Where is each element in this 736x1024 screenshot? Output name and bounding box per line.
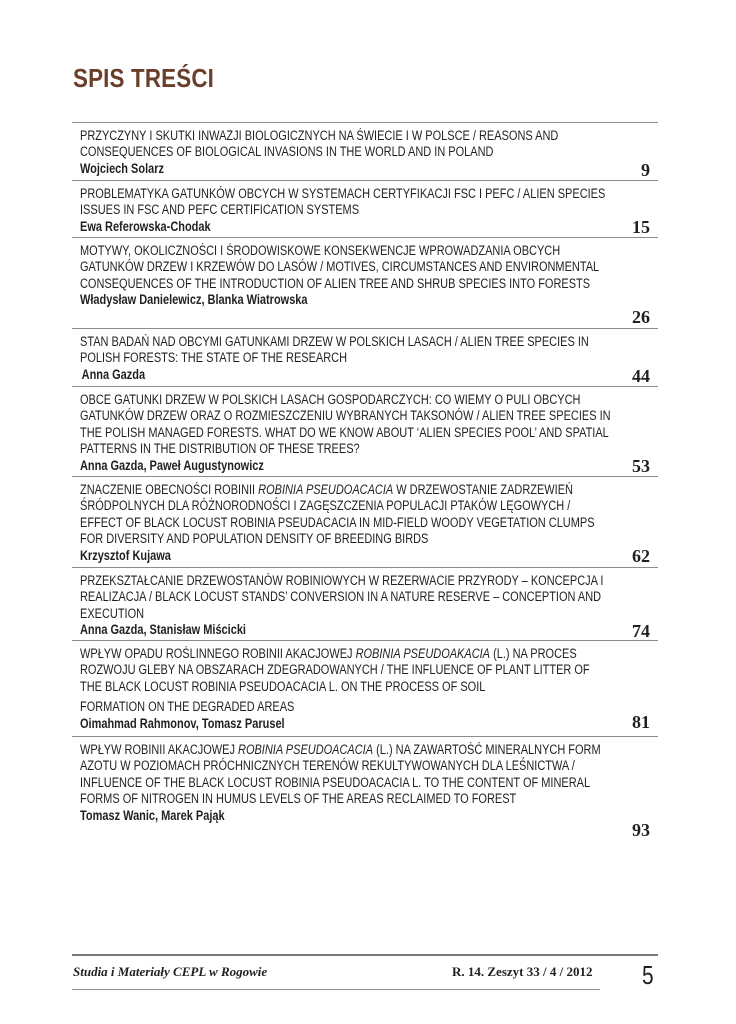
toc-entry[interactable] bbox=[80, 742, 656, 842]
toc-entry-page: 81 bbox=[632, 712, 650, 732]
toc-entry-page: 74 bbox=[632, 621, 650, 641]
toc-entry-page: 62 bbox=[632, 546, 650, 566]
toc-entry-authors: Tomasz Wanic, Marek Pająk bbox=[80, 807, 225, 823]
divider bbox=[72, 476, 658, 477]
title-text: WPŁYW OPADU ROŚLINNEGO ROBINII AKACJOWEJ bbox=[80, 646, 356, 661]
toc-entry-title bbox=[80, 482, 613, 548]
divider bbox=[72, 640, 658, 641]
toc-entry-authors: Władysław Danielewicz, Blanka Wiatrowska bbox=[80, 292, 308, 308]
issue-info: R. 14. Zeszyt 33 / 4 / 2012 bbox=[452, 964, 593, 979]
title-text: (L.) NA ZAWARTOŚĆ MINERALNYCH FORM AZOTU W POZIOMACH PRÓCHNICZNYCH TERENÓW REKULTYWOWANYCH DLA LEŚNICTWA / INFLUENCE OF THE BLACK LOCUST ROBINIA PSEUDOACACIA L. TO THE CONTENT OF MINERAL FORMS OF NITROGEN IN HUMUS LEVELS OF THE AREAS RECLAIMED TO FOREST bbox=[80, 742, 601, 807]
toc-entry-page: 93 bbox=[632, 820, 650, 840]
divider bbox=[72, 386, 658, 387]
toc-entry-page: 9 bbox=[641, 160, 650, 180]
divider bbox=[72, 237, 658, 238]
toc-entry[interactable] bbox=[80, 128, 656, 178]
species-name: ROBINIA PSEUDOACACIA bbox=[258, 482, 394, 497]
footer-divider bbox=[72, 954, 658, 956]
toc-entry-authors: Krzysztof Kujawa bbox=[80, 547, 171, 563]
toc-entry-title bbox=[80, 646, 613, 695]
title-text: ZNACZENIE OBECNOŚCI ROBINII bbox=[80, 482, 259, 497]
toc-entry[interactable] bbox=[80, 186, 656, 236]
divider bbox=[72, 180, 658, 181]
toc-entry[interactable] bbox=[80, 482, 656, 566]
footer-divider bbox=[72, 989, 600, 990]
species-name: ROBINIA PSEUDOACACIA bbox=[238, 742, 374, 757]
toc-entry-title bbox=[80, 742, 613, 808]
toc-entry[interactable] bbox=[80, 334, 656, 384]
toc-entry-title: PRZEKSZTAŁCANIE DRZEWOSTANÓW ROBINIOWYCH W REZERWACIE PRZYRODY – KONCEPCJA I REALIZACJA / BLACK LOCUST STANDS’ CONVERSION IN A NATURE RESERVE – CONCEPTION AND EXECUTION bbox=[80, 573, 604, 621]
toc-entry-page: 53 bbox=[632, 456, 650, 476]
title-text: W DRZEWOSTANIE ZADRZEWIEŃ ŚRÓDPOLNYCH DLA RÓŻNORODNOŚCI I ZAGĘSZCZENIA POPULACJI PTAKÓW LĘGOWYCH / EFFECT OF BLACK LOCUST ROBINIA PSEUDACACIA IN MID-FIELD WOODY VEGETATION CLUMPS FOR DIVERSITY AND POPULATION DENSITY OF BREEDING BIRDS bbox=[80, 482, 595, 547]
toc-entry[interactable] bbox=[80, 243, 656, 327]
toc-entry-authors: Oimahmad Rahmonov, Tomasz Parusel bbox=[80, 715, 285, 731]
toc-entry-page: 15 bbox=[632, 217, 650, 237]
toc-entry-title-continued: FORMATION ON THE DEGRADED AREAS bbox=[80, 699, 295, 715]
toc-entry-authors: Anna Gazda, Paweł Augustynowicz bbox=[80, 457, 264, 473]
toc-entry-page: 44 bbox=[632, 366, 650, 386]
page-number: 5 bbox=[642, 960, 654, 990]
toc-entry[interactable] bbox=[80, 646, 656, 734]
toc-entry-title: PROBLEMATYKA GATUNKÓW OBCYCH W SYSTEMACH CERTYFIKACJI FSC I PEFC / ALIEN SPECIES ISSUES IN FSC AND PEFC CERTIFICATION SYSTEMS bbox=[80, 186, 606, 218]
toc-entry-authors: Wojciech Solarz bbox=[80, 160, 165, 176]
toc-entry[interactable] bbox=[80, 392, 656, 474]
toc-entry-page: 26 bbox=[632, 307, 650, 327]
title-text: (L.) NA PROCES ROZWOJU GLEBY NA OBSZARACH ZDEGRADOWANYCH / THE INFLUENCE OF PLANT LITTER OF THE BLACK LOCUST ROBINIA PSEUDOACACIA L. ON THE PROCESS OF SOIL bbox=[80, 646, 590, 694]
toc-entry-title: OBCE GATUNKI DRZEW W POLSKICH LASACH GOSPODARCZYCH: CO WIEMY O PULI OBCYCH GATUNKÓW DRZEW ORAZ O ROZMIESZCZENIU WYBRANYCH TAKSONÓW / ALIEN TREE SPECIES IN THE POLISH MANAGED FORESTS. WHAT DO WE KNOW ABOUT ‘ALIEN SPECIES POOL’ AND SPATIAL PATTERNS IN THE DISTRIBUTION OF THESE TREES? bbox=[80, 392, 611, 457]
toc-entry-authors: Anna Gazda, Stanisław Miścicki bbox=[80, 622, 246, 638]
toc-entry-title: PRZYCZYNY I SKUTKI INWAZJI BIOLOGICZNYCH NA ŚWIECIE I W POLSCE / REASONS AND CONSEQUENCES OF BIOLOGICAL INVASIONS IN THE WORLD AND IN POLAND bbox=[80, 128, 559, 160]
toc-entry-authors: Ewa Referowska-Chodak bbox=[80, 218, 211, 234]
toc-entry-title: STAN BADAŃ NAD OBCYMI GATUNKAMI DRZEW W POLSKICH LASACH / ALIEN TREE SPECIES IN POLISH FORESTS: THE STATE OF THE RESEARCH bbox=[80, 334, 589, 366]
toc-entry[interactable] bbox=[80, 573, 656, 639]
species-name: ROBINIA PSEUDOAKACIA bbox=[355, 646, 491, 661]
divider bbox=[72, 567, 658, 568]
divider bbox=[72, 328, 658, 329]
toc-entry-authors: Anna Gazda bbox=[81, 366, 146, 382]
journal-name: Studia i Materiały CEPL w Rogowie bbox=[73, 964, 268, 979]
page-title: SPIS TREŚCI bbox=[73, 63, 215, 93]
title-text: WPŁYW ROBINII AKACJOWEJ bbox=[80, 742, 239, 757]
toc-entry-title: MOTYWY, OKOLICZNOŚCI I ŚRODOWISKOWE KONSEKWENCJE WPROWADZANIA OBCYCH GATUNKÓW DRZEW I KRZEWÓW DO LASÓW / MOTIVES, CIRCUMSTANCES AND ENVIRONMENTAL CONSEQUENCES OF THE INTRODUCTION OF ALIEN TREE AND SHRUB SPECIES INTO FORESTS bbox=[80, 243, 599, 291]
divider bbox=[72, 736, 658, 737]
divider bbox=[72, 122, 658, 123]
